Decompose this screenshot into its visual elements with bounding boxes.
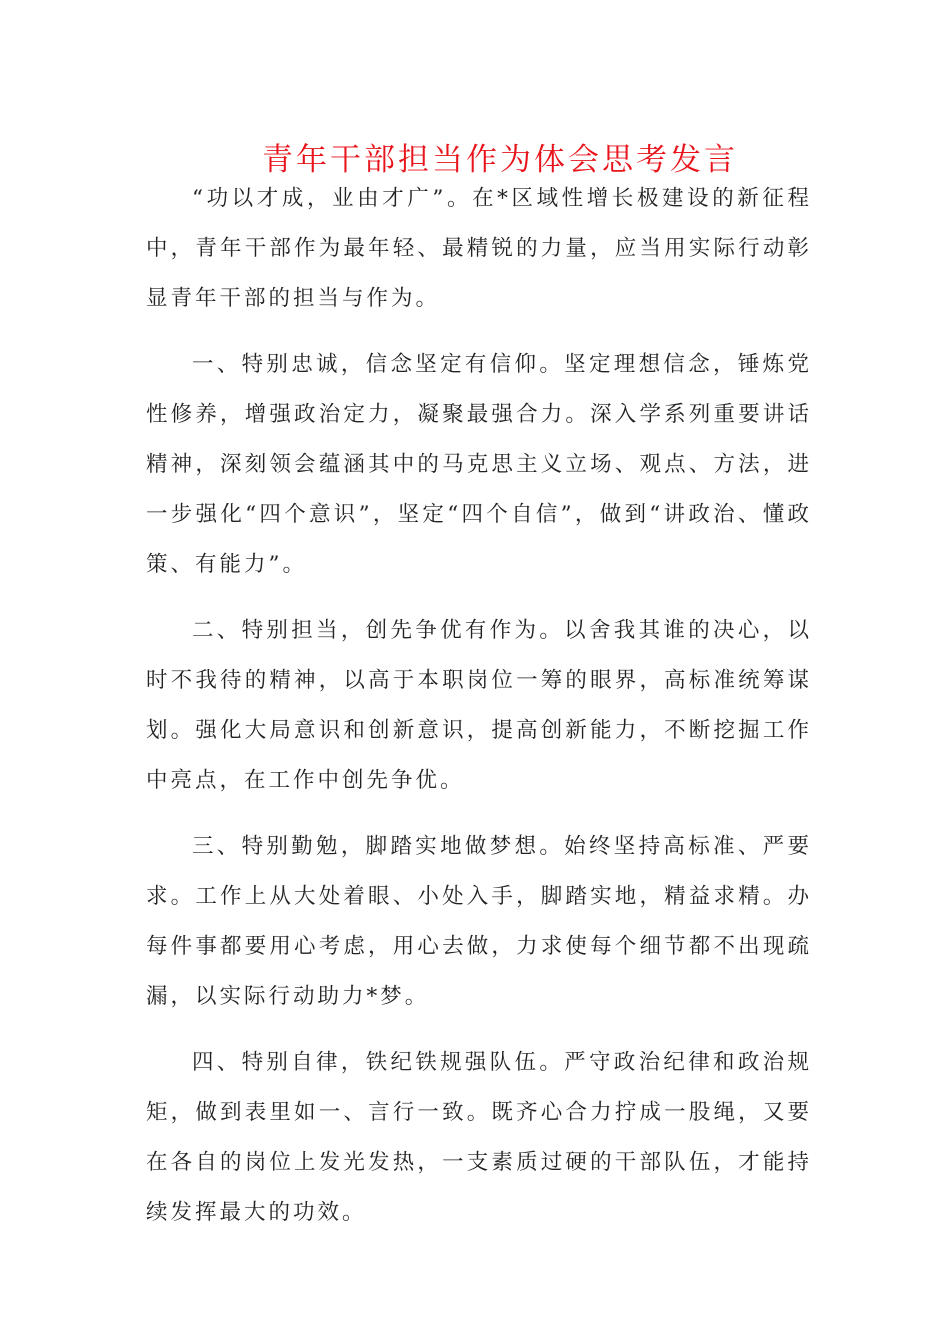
- paragraph-responsibility: 二、特别担当，创先争优有作为。以舍我其谁的决心，以时不我待的精神，以高于本职岗位一筹的眼界，高标准统筹谋划。强化大局意识和创新意识，提高创新能力，不断挖掘工作中亮点，在工作中创先争优。: [146, 618, 812, 793]
- paragraph-diligence: 三、特别勤勉，脚踏实地做梦想。始终坚持高标准、严要求。工作上从大处着眼、小处入手，脚踏实地，精益求精。办每件事都要用心考虑，用心去做，力求使每个细节都不出现疏漏，以实际行动助力*梦。: [146, 834, 812, 1009]
- paragraph-self-discipline: 四、特别自律，铁纪铁规强队伍。严守政治纪律和政治规矩，做到表里如一、言行一致。既齐心合力拧成一股绳，又要在各自的岗位上发光发热，一支素质过硬的干部队伍，才能持续发挥最大的功效。: [146, 1050, 812, 1225]
- paragraph-loyalty: 一、特别忠诚，信念坚定有信仰。坚定理想信念，锤炼党性修养，增强政治定力，凝聚最强合力。深入学系列重要讲话精神，深刻领会蕴涵其中的马克思主义立场、观点、方法，进一步强化“四个意识”，坚定“四个自信”，做到“讲政治、懂政策、有能力”。: [146, 352, 812, 577]
- document-body: [146, 174, 812, 1254]
- paragraph-intro: “功以才成，业由才广”。在*区域性增长极建设的新征程中，青年干部作为最年轻、最精锐的力量，应当用实际行动彰显青年干部的担当与作为。: [146, 186, 812, 311]
- document-title: 青年干部担当作为体会思考发言: [262, 142, 738, 178]
